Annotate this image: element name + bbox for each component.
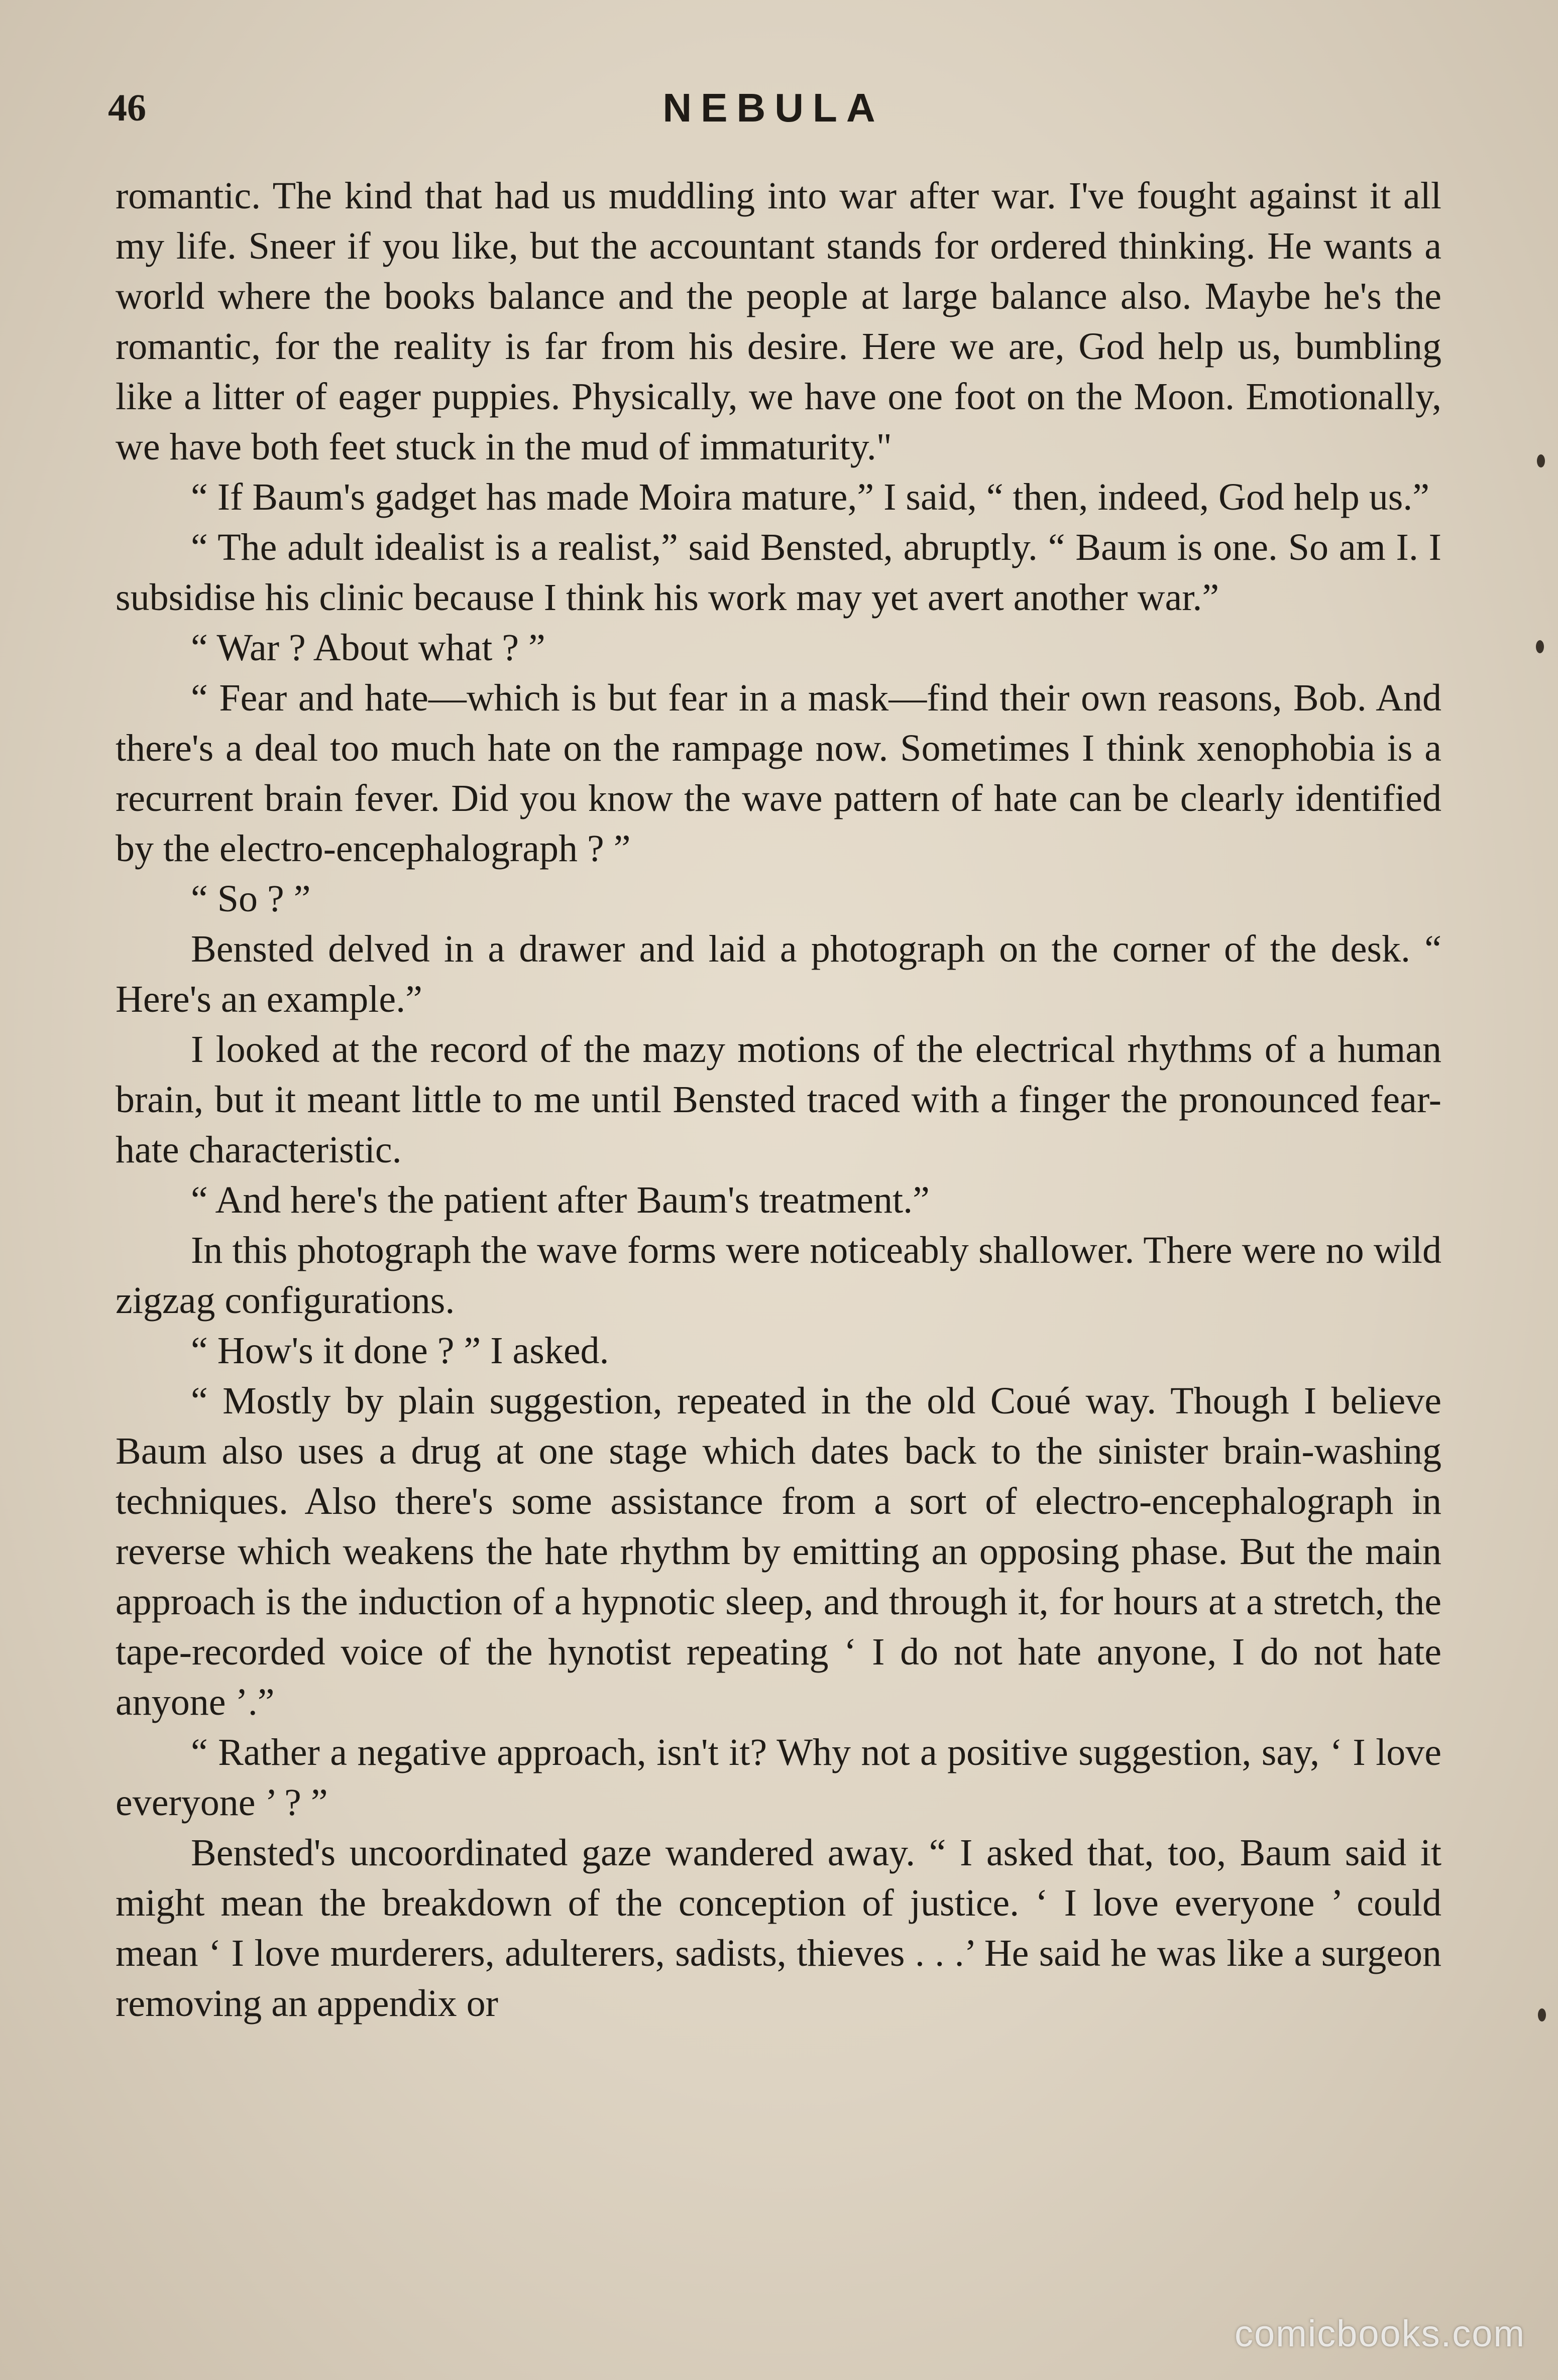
paragraph: Bensted delved in a drawer and laid a photograph on the corner of the desk. “ Here's an example.” — [116, 928, 1441, 1020]
paragraph: In this photograph the wave forms were noticeably shallower. There were no wild zigzag configurations. — [116, 1229, 1441, 1322]
paragraph: “ How's it done ? ” I asked. — [191, 1330, 609, 1372]
paragraph: “ And here's the patient after Baum's treatment.” — [191, 1179, 930, 1221]
page-edge-mark — [1538, 2008, 1546, 2021]
paragraph: “ Fear and hate—which is but fear in a mask—find their own reasons, Bob. And there's a deal too much hate on the rampage now. Sometimes I think xenophobia is a recurrent brain fever. Did you know the wave pattern of hate can be clearly identified by the electro-encephalograph ? ” — [116, 677, 1441, 870]
page-number: 46 — [108, 87, 146, 129]
paragraph: “ So ? ” — [191, 878, 311, 920]
paragraph: I looked at the record of the mazy motions of the electrical rhythms of a human brain, but it meant little to me until Bensted traced with a finger the pronounced fear-hate characteristic. — [116, 1028, 1441, 1171]
paragraph: “ Mostly by plain suggestion, repeated in the old Coué way. Though I believe Baum also uses a drug at one stage which dates back to the sinister brain-washing techniques. Also there's some assistance from a sort of electro-encephalograph in reverse which weakens the hate rhythm by emitting an opposing phase. But the main approach is the induction of a hypnotic sleep, and through it, for hours at a stretch, the tape-recorded voice of the hynotist repeating ‘ I do not hate anyone, I do not hate anyone ’.” — [116, 1380, 1441, 1723]
paragraph: “ If Baum's gadget has made Moira mature,” I said, “ then, indeed, God help us.” — [191, 476, 1430, 518]
running-head: NEBULA — [662, 85, 884, 130]
page-edge-mark — [1536, 640, 1544, 653]
page-header — [108, 75, 1439, 141]
paragraph: “ Rather a negative approach, isn't it? Why not a positive suggestion, say, ‘ I love everyone ’ ? ” — [116, 1731, 1441, 1824]
paragraph: “ War ? About what ? ” — [191, 627, 545, 669]
paragraph: romantic. The kind that had us muddling into war after war. I've fought against it all my life. Sneer if you like, but the accountant stands for ordered thinking. He wants a world where the books balance and the people at large balance also. Maybe he's the romantic, for the reality is far from his desire. Here we are, God help us, bumbling like a litter of eager puppies. Physically, we have one foot on the Moon. Emotionally, we have both feet stuck in the mud of immaturity." — [116, 175, 1441, 468]
body-text — [116, 171, 1441, 2029]
paragraph: Bensted's uncoordinated gaze wandered away. “ I asked that, too, Baum said it might mean the breakdown of the conception of justice. ‘ I love everyone ’ could mean ‘ I love murderers, adulterers, sadists, thieves . . .’ He said he was like a surgeon removing an appendix or — [116, 1832, 1441, 2025]
watermark: comicbooks.com — [1234, 2313, 1525, 2354]
paragraph: “ The adult idealist is a realist,” said Bensted, abruptly. “ Baum is one. So am I. I subsidise his clinic because I think his work may yet avert another war.” — [116, 526, 1441, 619]
page-edge-mark — [1537, 454, 1545, 467]
